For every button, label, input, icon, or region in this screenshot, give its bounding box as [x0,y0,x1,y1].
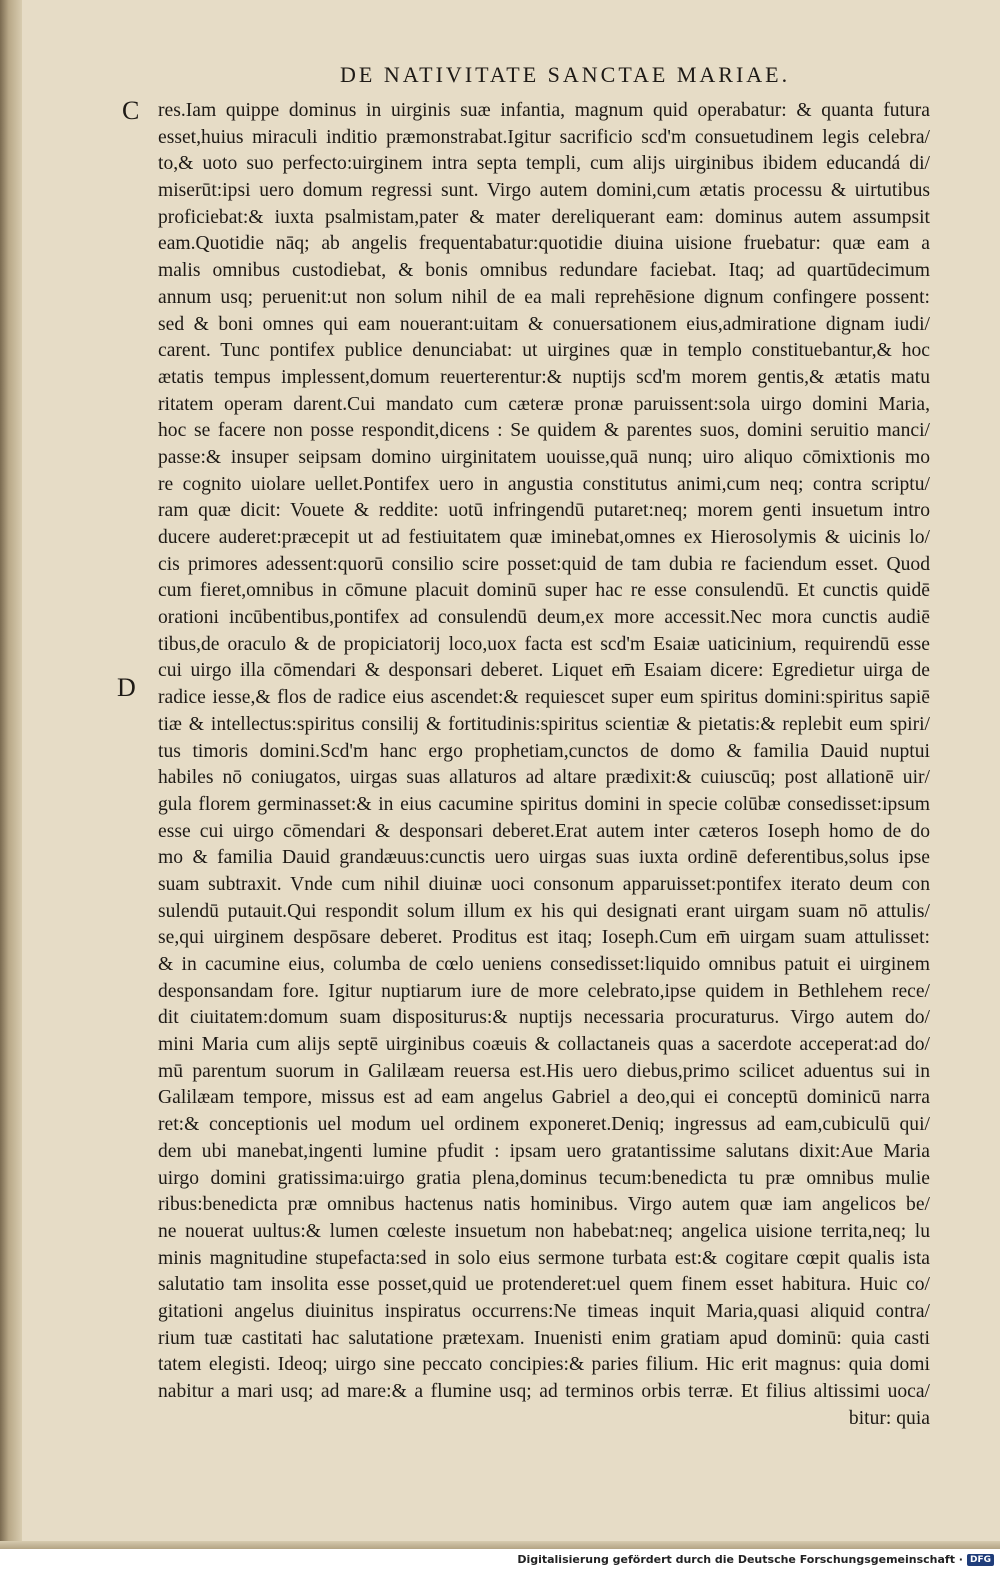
footer-text: Digitalisierung gefördert durch die Deutsche Forschungsgemeinschaft · [517,1553,963,1566]
text-line: orationi incūbentibus,pontifex ad consulendū deum,ex more accessit.Nec mora cunctis audiē [158,607,930,629]
text-line: ram quæ dicit: Vouete & reddite: uotū infringendū putaret:neq; morem genti insuetum intro [158,500,930,522]
body-text [158,98,930,1432]
text-line: tibus,de oraculo & de propiciatorij loco,uox facta est scd'm Esaiæ uaticinium, requirendū esse [158,633,930,655]
text-line: mo & familia Dauid grandæuus:cunctis uero uirgas suas iuxta ordinē deferentibus,solus ipse [158,847,930,869]
text-line: proficiebat:& iuxta psalmistam,pater & mater dereliquerant eam: dominus autem assumpsit [158,206,930,228]
text-line: esset,huius miraculi inditio præmonstrabat.Igitur sacrificio scd'm consuetudinem legis celebra/ [158,126,930,148]
page-edge [0,1541,1000,1549]
text-line: minis magnitudine stupefacta:sed in solo eius sermone turbata est:& cogitare cœpit qualis ista [158,1247,930,1269]
text-line: esse cui uirgo cōmendari & desponsari deberet.Erat autem inter cæteros Ioseph homo de do [158,820,930,842]
margin-letter-c: C [122,96,140,125]
text-line: annum usq; peruenit:ut non solum nihil de ea mali reprehēsione dignum confingere possent: [158,286,930,308]
text-line: radice iesse,& flos de radice eius ascendet:& requiescet super eum spiritus domini:spiritus sapiē [158,687,930,709]
margin-letter-d: D [117,673,136,702]
text-line: salutatio tam insolita esse posset,quid ue protenderet:uel quem finem esset habitura. Huic co/ [158,1274,930,1296]
text-line: tatem elegisti. Ideoq; uirgo sine peccato concipies:& paries filium. Hic erit magnus: quia domi [158,1354,930,1376]
text-line: hoc se facere non posse respondit,dicens : Se quidem & parentes suos, domini seruitio manci/ [158,420,930,442]
text-line: mini Maria cum alijs septē uirginibus coæuis & collactaneis quas a sacerdote acceperat:ad do/ [158,1034,930,1056]
dfg-logo: DFG [967,1554,994,1566]
text-line: & in cacumine eius, columba de cœlo ueniens consedisset:liquido omnibus patuit ei uirginem [158,954,930,975]
digitization-footer [517,1553,994,1566]
text-line: gitationi angelus diuinitus inspiratus occurrens:Ne timeas inquit Maria,quasi aliquid contra/ [158,1300,930,1322]
text-line: bitur: quia [848,1407,930,1429]
text-line: malis omnibus custodiebat, & bonis omnibus redundare faciebat. Itaq; ad quartūdecimum [158,260,930,282]
text-line: ritatem operam darent.Cui mandato cum cæteræ pronæ paruissent:sola uirgo domini Maria, [158,393,930,415]
running-head: DE NATIVITATE SANCTAE MARIAE. [340,62,791,87]
text-line: sulendū putauit.Qui respondit solum illum ex his qui designati erant uirgam suam nō attulis/ [158,900,930,922]
text-line: rium tuæ castitati hac salutatione prætexam. Inuenisti enim gratiam apud dominū: quia casti [158,1327,930,1349]
text-line: cis primores adessent:quorū consilio scire posset:quid de tam dubia re faciendum esset. Quod [158,553,930,575]
text-line: dem ubi manebat,ingenti lumine pfudit : ipsam uero gratantissime salutans dixit:Aue Maria [158,1140,930,1162]
text-line: dit ciuitatem:domum suam dispositurus:& nuptijs necessaria procuraturus. Virgo autem do/ [158,1007,930,1029]
text-line: gula florem germinasset:& in eius cacumine spiritus domini in specie colūbæ consedisset:ipsum [158,793,930,815]
text-line: ne nouerat uultus:& lumen cœleste insuetum non habebat:neq; angelica uisione territa,neq; lu [158,1220,930,1242]
text-line: tus timoris domini.Scd'm hanc ergo prophetiam,cunctos de domo & familia Dauid nuptui [158,740,930,762]
text-line: uirgo domini gratissima:uirgo gratia plena,dominus tecum:benedicta tu præ omnibus mulie [158,1167,930,1189]
text-line: passe:& insuper seipsam domino uirginitatem uouisse,quā nunq; uiro aliquo cōmixtionis mo [158,446,930,468]
text-line: ducere auderet:præcepit ut ad festiuitatem quæ iminebat,omnes ex Hierosolymis & uicinis lo/ [158,527,930,548]
text-line: miserūt:ipsi uero domum regressi sunt. Virgo autem domini,cum ætatis processu & uirtutibus [158,180,930,202]
text-line: eam.Quotidie nāq; ab angelis frequentabatur:quotidie diuina uisione fruebatur: quæ eam a [158,233,930,255]
text-line: mū parentum suorum in Galilæam reuersa est.His uero diebus,primo scilicet aduentus sui in [158,1060,930,1082]
text-line: Galilæam tempore, missus est ad eam angelus Gabriel a deo,qui ei conceptū dominicū narra [158,1087,930,1109]
text-line: ret:& conceptionis uel modum uel ordinem exponeret.Deniq; ingressus ad eam,cubiculū qui/ [158,1114,930,1136]
text-line: ribus:benedicta præ omnibus hactenus natis hominibus. Virgo autem quæ iam angelicos be/ [158,1194,930,1216]
text-line: cui uirgo illa cōmendari & desponsari deberet. Liquet em̄ Esaiam dicere: Egredietur uirga de [158,660,930,682]
text-line: sed & boni omnes qui eam nouerant:uitam & conuersationem eius,admiratione dignam iudi/ [158,313,930,335]
text-line: cum fieret,omnibus in cōmune placuit dominū super hac re esse consulendū. Et cunctis quidē [158,580,930,602]
text-line: carent. Tunc pontifex publice denunciabat: ut uirgines quæ in templo constituebantur,& hoc [158,340,930,362]
text-line: to,& uoto suo perfecto:uirginem intra septa templi, cum alijs uirginibus ibidem educandá di/ [158,153,930,175]
text-line: ætatis tempus implessent,domum reuerterentur:& nuptijs scd'm morem gentis,& ætatis matu [158,366,930,388]
book-binding [0,0,22,1549]
text-line: se,qui uirginem despōsare deberet. Proditus est itaq; Ioseph.Cum em̄ uirgam suam attulisset: [158,927,930,949]
text-line: nabitur a mari usq; ad mare:& a flumine usq; ad terminos orbis terræ. Et filius altissimi uoca/ [158,1381,930,1402]
text-line: habiles nō coniugatos, uirgas suas allaturos ad altare prædixit:& cuiuscūq; post allationē uir/ [158,767,930,789]
text-line: res.Iam quippe dominus in uirginis suæ infantia, magnum quid operabatur: & quanta futura [158,100,930,121]
text-line: suam subtraxit. Vnde cum nihil diuinæ uoci consonum apparuisset:pontifex iterato deum con [158,873,930,895]
text-line: desponsandam fore. Igitur nuptiarum iure de more celebrato,ipse quidem in Bethlehem rece/ [158,980,930,1002]
text-line: re cognito uiolare uellet.Pontifex uero in angustia constitutus animi,cum neq; contra scriptu/ [158,473,930,495]
text-line: tiæ & intellectus:spiritus consilij & fortitudinis:spiritus scientiæ & pietatis:& replebit eum spiri/ [158,713,930,735]
